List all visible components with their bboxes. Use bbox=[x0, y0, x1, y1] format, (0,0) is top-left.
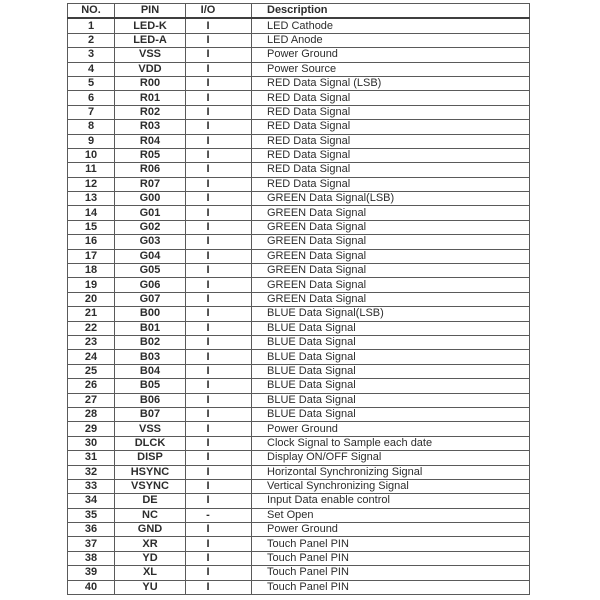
table-row bbox=[68, 163, 530, 177]
cell-no: 23 bbox=[68, 335, 115, 349]
cell-no: 27 bbox=[68, 393, 115, 407]
cell-no: 16 bbox=[68, 235, 115, 249]
cell-io: I bbox=[186, 48, 252, 62]
cell-no: 32 bbox=[68, 465, 115, 479]
cell-io: I bbox=[186, 321, 252, 335]
cell-io: I bbox=[186, 163, 252, 177]
cell-pin: G04 bbox=[115, 249, 186, 263]
cell-description: Power Ground bbox=[252, 422, 530, 436]
cell-pin: B04 bbox=[115, 364, 186, 378]
cell-pin: VSS bbox=[115, 422, 186, 436]
header-io: I/O bbox=[186, 4, 252, 19]
cell-io: I bbox=[186, 465, 252, 479]
cell-pin: NC bbox=[115, 508, 186, 522]
cell-io: I bbox=[186, 292, 252, 306]
cell-description: Power Ground bbox=[252, 48, 530, 62]
table-row bbox=[68, 278, 530, 292]
cell-io: I bbox=[186, 177, 252, 191]
cell-description: GREEN Data Signal(LSB) bbox=[252, 192, 530, 206]
cell-io: I bbox=[186, 33, 252, 47]
cell-no: 1 bbox=[68, 18, 115, 33]
cell-pin: XL bbox=[115, 566, 186, 580]
cell-description: BLUE Data Signal bbox=[252, 407, 530, 421]
table-row bbox=[68, 76, 530, 90]
cell-pin: B00 bbox=[115, 307, 186, 321]
cell-io: I bbox=[186, 551, 252, 565]
table-row bbox=[68, 580, 530, 594]
cell-io: I bbox=[186, 278, 252, 292]
table-row bbox=[68, 407, 530, 421]
cell-io: I bbox=[186, 451, 252, 465]
cell-pin: GND bbox=[115, 523, 186, 537]
cell-no: 39 bbox=[68, 566, 115, 580]
cell-io: I bbox=[186, 235, 252, 249]
table-row bbox=[68, 393, 530, 407]
cell-no: 15 bbox=[68, 220, 115, 234]
cell-no: 31 bbox=[68, 451, 115, 465]
cell-pin: G02 bbox=[115, 220, 186, 234]
cell-io: - bbox=[186, 508, 252, 522]
cell-pin: G06 bbox=[115, 278, 186, 292]
table-row bbox=[68, 508, 530, 522]
cell-description: Touch Panel PIN bbox=[252, 566, 530, 580]
cell-description: Clock Signal to Sample each date bbox=[252, 436, 530, 450]
cell-description: RED Data Signal bbox=[252, 163, 530, 177]
cell-description: RED Data Signal bbox=[252, 105, 530, 119]
table-header-row bbox=[68, 4, 530, 19]
table-row bbox=[68, 48, 530, 62]
cell-description: RED Data Signal bbox=[252, 177, 530, 191]
cell-no: 25 bbox=[68, 364, 115, 378]
cell-description: RED Data Signal bbox=[252, 134, 530, 148]
table-row bbox=[68, 206, 530, 220]
table-row bbox=[68, 148, 530, 162]
cell-no: 8 bbox=[68, 120, 115, 134]
cell-pin: G03 bbox=[115, 235, 186, 249]
cell-io: I bbox=[186, 537, 252, 551]
cell-no: 28 bbox=[68, 407, 115, 421]
cell-no: 7 bbox=[68, 105, 115, 119]
cell-no: 19 bbox=[68, 278, 115, 292]
cell-pin: HSYNC bbox=[115, 465, 186, 479]
cell-io: I bbox=[186, 307, 252, 321]
cell-no: 36 bbox=[68, 523, 115, 537]
pin-description-table bbox=[67, 3, 530, 595]
table-row bbox=[68, 33, 530, 47]
table-row bbox=[68, 18, 530, 33]
cell-description: Touch Panel PIN bbox=[252, 537, 530, 551]
header-pin: PIN bbox=[115, 4, 186, 19]
cell-description: Touch Panel PIN bbox=[252, 551, 530, 565]
cell-pin: G01 bbox=[115, 206, 186, 220]
cell-no: 13 bbox=[68, 192, 115, 206]
cell-no: 40 bbox=[68, 580, 115, 594]
cell-io: I bbox=[186, 422, 252, 436]
cell-io: I bbox=[186, 62, 252, 76]
cell-pin: R03 bbox=[115, 120, 186, 134]
cell-io: I bbox=[186, 148, 252, 162]
cell-io: I bbox=[186, 105, 252, 119]
table-row bbox=[68, 321, 530, 335]
cell-pin: R06 bbox=[115, 163, 186, 177]
cell-io: I bbox=[186, 580, 252, 594]
cell-no: 11 bbox=[68, 163, 115, 177]
cell-description: GREEN Data Signal bbox=[252, 249, 530, 263]
cell-no: 17 bbox=[68, 249, 115, 263]
table-row bbox=[68, 451, 530, 465]
cell-no: 18 bbox=[68, 264, 115, 278]
cell-io: I bbox=[186, 120, 252, 134]
cell-description: GREEN Data Signal bbox=[252, 206, 530, 220]
cell-no: 26 bbox=[68, 379, 115, 393]
cell-description: RED Data Signal (LSB) bbox=[252, 76, 530, 90]
cell-description: GREEN Data Signal bbox=[252, 264, 530, 278]
cell-no: 2 bbox=[68, 33, 115, 47]
cell-description: Horizontal Synchronizing Signal bbox=[252, 465, 530, 479]
cell-pin: R00 bbox=[115, 76, 186, 90]
cell-pin: VDD bbox=[115, 62, 186, 76]
cell-io: I bbox=[186, 18, 252, 33]
cell-description: Input Data enable control bbox=[252, 494, 530, 508]
cell-description: GREEN Data Signal bbox=[252, 235, 530, 249]
cell-description: GREEN Data Signal bbox=[252, 278, 530, 292]
cell-pin: YU bbox=[115, 580, 186, 594]
cell-pin: B01 bbox=[115, 321, 186, 335]
cell-io: I bbox=[186, 393, 252, 407]
cell-description: Touch Panel PIN bbox=[252, 580, 530, 594]
cell-pin: R04 bbox=[115, 134, 186, 148]
cell-no: 24 bbox=[68, 350, 115, 364]
table-row bbox=[68, 422, 530, 436]
table-row bbox=[68, 62, 530, 76]
cell-no: 21 bbox=[68, 307, 115, 321]
cell-no: 20 bbox=[68, 292, 115, 306]
table-row bbox=[68, 494, 530, 508]
cell-description: BLUE Data Signal bbox=[252, 335, 530, 349]
table-row bbox=[68, 537, 530, 551]
table-row bbox=[68, 465, 530, 479]
table-row bbox=[68, 220, 530, 234]
cell-pin: LED-K bbox=[115, 18, 186, 33]
cell-no: 22 bbox=[68, 321, 115, 335]
cell-description: BLUE Data Signal bbox=[252, 364, 530, 378]
cell-no: 35 bbox=[68, 508, 115, 522]
cell-no: 10 bbox=[68, 148, 115, 162]
table-row bbox=[68, 292, 530, 306]
cell-description: GREEN Data Signal bbox=[252, 292, 530, 306]
cell-io: I bbox=[186, 379, 252, 393]
cell-description: BLUE Data Signal bbox=[252, 350, 530, 364]
cell-io: I bbox=[186, 566, 252, 580]
cell-io: I bbox=[186, 264, 252, 278]
cell-io: I bbox=[186, 206, 252, 220]
cell-pin: VSYNC bbox=[115, 479, 186, 493]
table-row bbox=[68, 91, 530, 105]
table-row bbox=[68, 249, 530, 263]
header-no: NO. bbox=[68, 4, 115, 19]
table-row bbox=[68, 120, 530, 134]
cell-no: 4 bbox=[68, 62, 115, 76]
cell-pin: R07 bbox=[115, 177, 186, 191]
cell-pin: B06 bbox=[115, 393, 186, 407]
cell-pin: DLCK bbox=[115, 436, 186, 450]
cell-pin: LED-A bbox=[115, 33, 186, 47]
table-row bbox=[68, 192, 530, 206]
cell-pin: B03 bbox=[115, 350, 186, 364]
cell-io: I bbox=[186, 134, 252, 148]
cell-no: 37 bbox=[68, 537, 115, 551]
table-row bbox=[68, 566, 530, 580]
table-row bbox=[68, 379, 530, 393]
table-row bbox=[68, 350, 530, 364]
cell-description: BLUE Data Signal bbox=[252, 393, 530, 407]
header-description: Description bbox=[252, 4, 530, 19]
cell-description: RED Data Signal bbox=[252, 91, 530, 105]
table-body bbox=[68, 18, 530, 594]
table-row bbox=[68, 264, 530, 278]
cell-description: LED Cathode bbox=[252, 18, 530, 33]
cell-description: BLUE Data Signal(LSB) bbox=[252, 307, 530, 321]
cell-no: 5 bbox=[68, 76, 115, 90]
cell-pin: G00 bbox=[115, 192, 186, 206]
cell-no: 3 bbox=[68, 48, 115, 62]
cell-description: Power Ground bbox=[252, 523, 530, 537]
table-row bbox=[68, 364, 530, 378]
cell-io: I bbox=[186, 335, 252, 349]
cell-io: I bbox=[186, 436, 252, 450]
cell-no: 12 bbox=[68, 177, 115, 191]
cell-pin: XR bbox=[115, 537, 186, 551]
cell-pin: DISP bbox=[115, 451, 186, 465]
cell-pin: R01 bbox=[115, 91, 186, 105]
cell-description: BLUE Data Signal bbox=[252, 321, 530, 335]
cell-io: I bbox=[186, 350, 252, 364]
cell-description: BLUE Data Signal bbox=[252, 379, 530, 393]
cell-io: I bbox=[186, 364, 252, 378]
cell-no: 34 bbox=[68, 494, 115, 508]
cell-pin: R02 bbox=[115, 105, 186, 119]
cell-description: Display ON/OFF Signal bbox=[252, 451, 530, 465]
table-row bbox=[68, 177, 530, 191]
cell-no: 9 bbox=[68, 134, 115, 148]
cell-description: Set Open bbox=[252, 508, 530, 522]
cell-no: 6 bbox=[68, 91, 115, 105]
cell-pin: B05 bbox=[115, 379, 186, 393]
cell-description: LED Anode bbox=[252, 33, 530, 47]
cell-pin: R05 bbox=[115, 148, 186, 162]
table-row bbox=[68, 551, 530, 565]
cell-pin: DE bbox=[115, 494, 186, 508]
cell-io: I bbox=[186, 220, 252, 234]
cell-io: I bbox=[186, 192, 252, 206]
cell-description: RED Data Signal bbox=[252, 120, 530, 134]
cell-description: Power Source bbox=[252, 62, 530, 76]
table-row bbox=[68, 523, 530, 537]
table-row bbox=[68, 134, 530, 148]
cell-pin: G05 bbox=[115, 264, 186, 278]
cell-pin: B07 bbox=[115, 407, 186, 421]
cell-no: 29 bbox=[68, 422, 115, 436]
cell-no: 30 bbox=[68, 436, 115, 450]
table-row bbox=[68, 235, 530, 249]
cell-description: GREEN Data Signal bbox=[252, 220, 530, 234]
cell-no: 38 bbox=[68, 551, 115, 565]
cell-no: 14 bbox=[68, 206, 115, 220]
cell-pin: VSS bbox=[115, 48, 186, 62]
cell-io: I bbox=[186, 407, 252, 421]
cell-no: 33 bbox=[68, 479, 115, 493]
table-row bbox=[68, 436, 530, 450]
cell-io: I bbox=[186, 523, 252, 537]
cell-pin: B02 bbox=[115, 335, 186, 349]
cell-io: I bbox=[186, 249, 252, 263]
cell-io: I bbox=[186, 76, 252, 90]
cell-io: I bbox=[186, 479, 252, 493]
table-row bbox=[68, 307, 530, 321]
table-row bbox=[68, 335, 530, 349]
table-row bbox=[68, 479, 530, 493]
cell-pin: YD bbox=[115, 551, 186, 565]
cell-io: I bbox=[186, 91, 252, 105]
cell-io: I bbox=[186, 494, 252, 508]
cell-description: RED Data Signal bbox=[252, 148, 530, 162]
cell-description: Vertical Synchronizing Signal bbox=[252, 479, 530, 493]
cell-pin: G07 bbox=[115, 292, 186, 306]
table-row bbox=[68, 105, 530, 119]
